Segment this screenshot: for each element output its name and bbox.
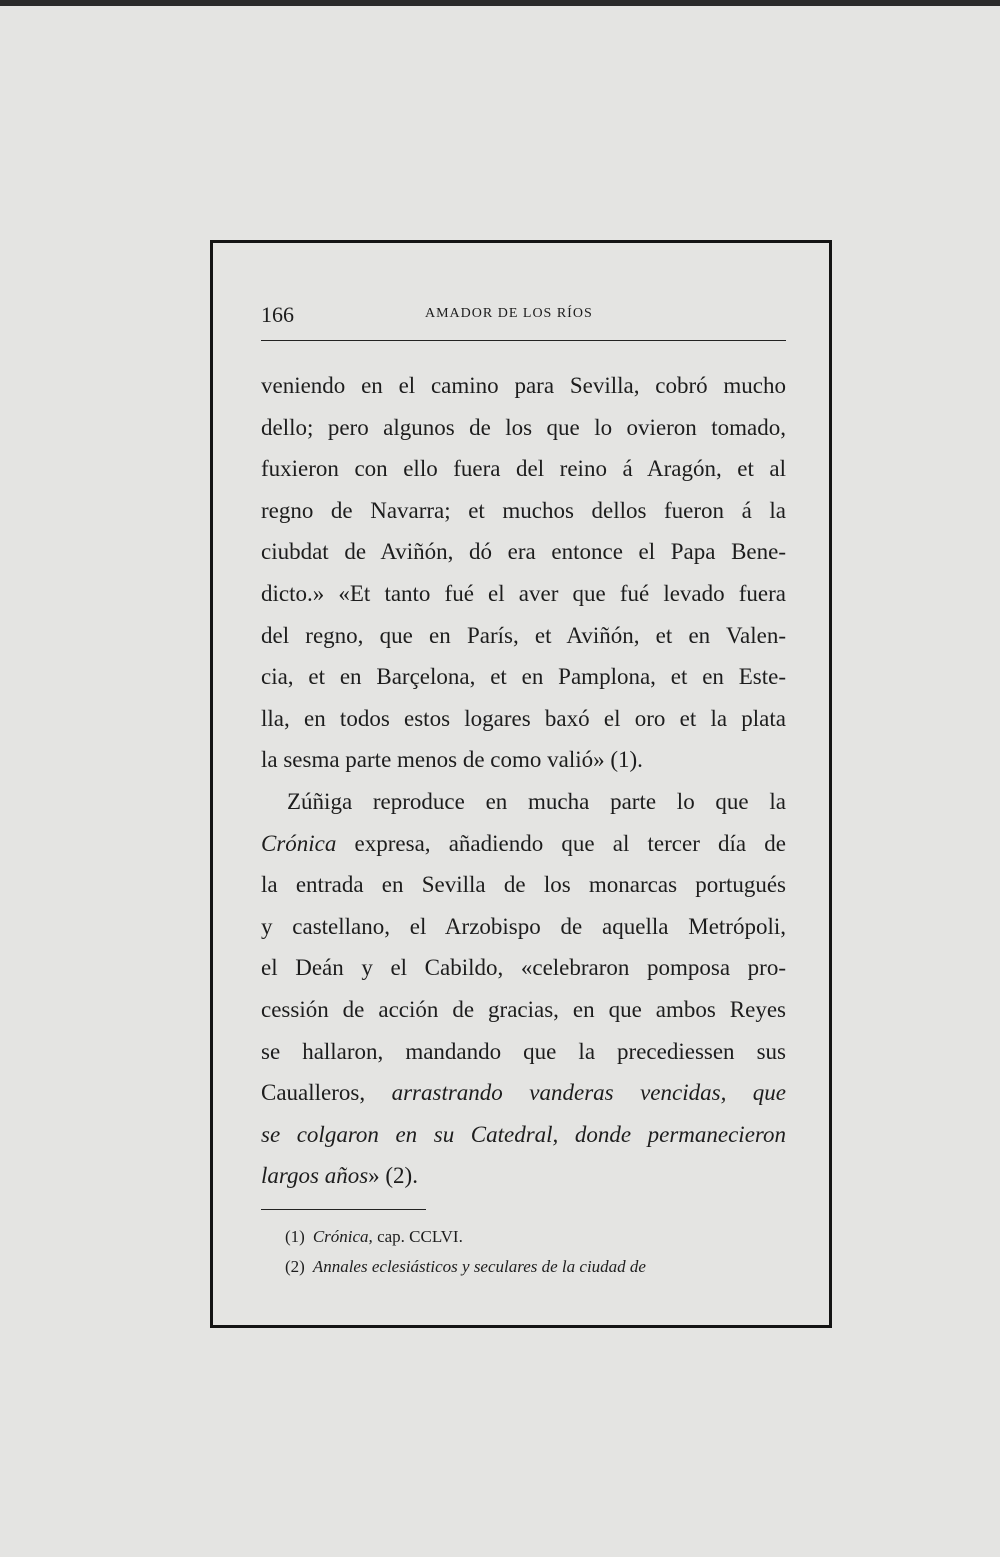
book-page — [261, 300, 786, 1282]
footnote-mark: (2) — [285, 1256, 305, 1276]
text-line: del regno, que en París, et Aviñón, et en Valen- — [261, 622, 786, 648]
text-line: Caualleros, arrastrando vanderas vencidas, que — [261, 1080, 787, 1106]
text-line: largos años» (2). — [261, 1163, 418, 1189]
text-line: dicto.» «Et tanto fué el aver que fué levado fuera — [261, 580, 786, 606]
footnote-1: (1) Crónica, cap. CCLVI. — [285, 1226, 463, 1246]
page-number: 166 — [261, 302, 294, 327]
footnotes — [261, 1222, 786, 1282]
text-line: se hallaron, mandando que la precediessen sus — [261, 1038, 786, 1064]
text-line: cessión de acción de gracias, en que ambos Reyes — [261, 996, 786, 1022]
text-line: ciubdat de Aviñón, dó era entonce el Papa Bene- — [261, 539, 786, 565]
text-line: veniendo en el camino para Sevilla, cobró mucho — [261, 373, 786, 398]
text-line: fuxieron con ello fuera del reino á Aragón, et al — [261, 456, 786, 482]
text-line: Zúñiga reproduce en mucha parte lo que la — [287, 788, 786, 814]
scan-top-edge — [0, 0, 1000, 6]
italic-title: Crónica — [261, 830, 337, 856]
footnote-2: (2) Annales eclesiásticos y seculares de la ciudad de — [285, 1256, 646, 1276]
text-line: el Deán y el Cabildo, «celebraron pomposa pro- — [261, 955, 786, 981]
text-line: dello; pero algunos de los que lo ovieron tomado, — [261, 414, 786, 440]
footnote-mark: (1) — [285, 1226, 305, 1246]
italic-quote: largos años — [261, 1163, 369, 1189]
running-title: AMADOR DE LOS RÍOS — [425, 306, 593, 321]
header-rule — [261, 340, 786, 341]
paragraph-2 — [261, 781, 786, 1197]
running-head — [261, 300, 786, 330]
footnote-rule — [261, 1209, 426, 1210]
text-line: cia, et en Barçelona, et en Pamplona, et en Este- — [261, 664, 786, 690]
text-line: lla, en todos estos logares baxó el oro et la plata — [261, 705, 786, 731]
italic-quote: arrastrando vanderas vencidas, que — [391, 1080, 787, 1106]
text-line-italic: se colgaron en su Catedral, donde permanecieron — [261, 1121, 786, 1147]
text-line: y castellano, el Arzobispo de aquella Metrópoli, — [261, 913, 786, 939]
body-text — [261, 365, 786, 1197]
text-line: regno de Navarra; et muchos dellos fueron á la — [261, 497, 786, 523]
paragraph-1 — [261, 365, 786, 781]
text-line: la sesma parte menos de como valió» (1). — [261, 747, 643, 773]
text-line: Crónica expresa, añadiendo que al tercer día de — [261, 830, 786, 856]
text-line: la entrada en Sevilla de los monarcas portugués — [261, 872, 786, 898]
